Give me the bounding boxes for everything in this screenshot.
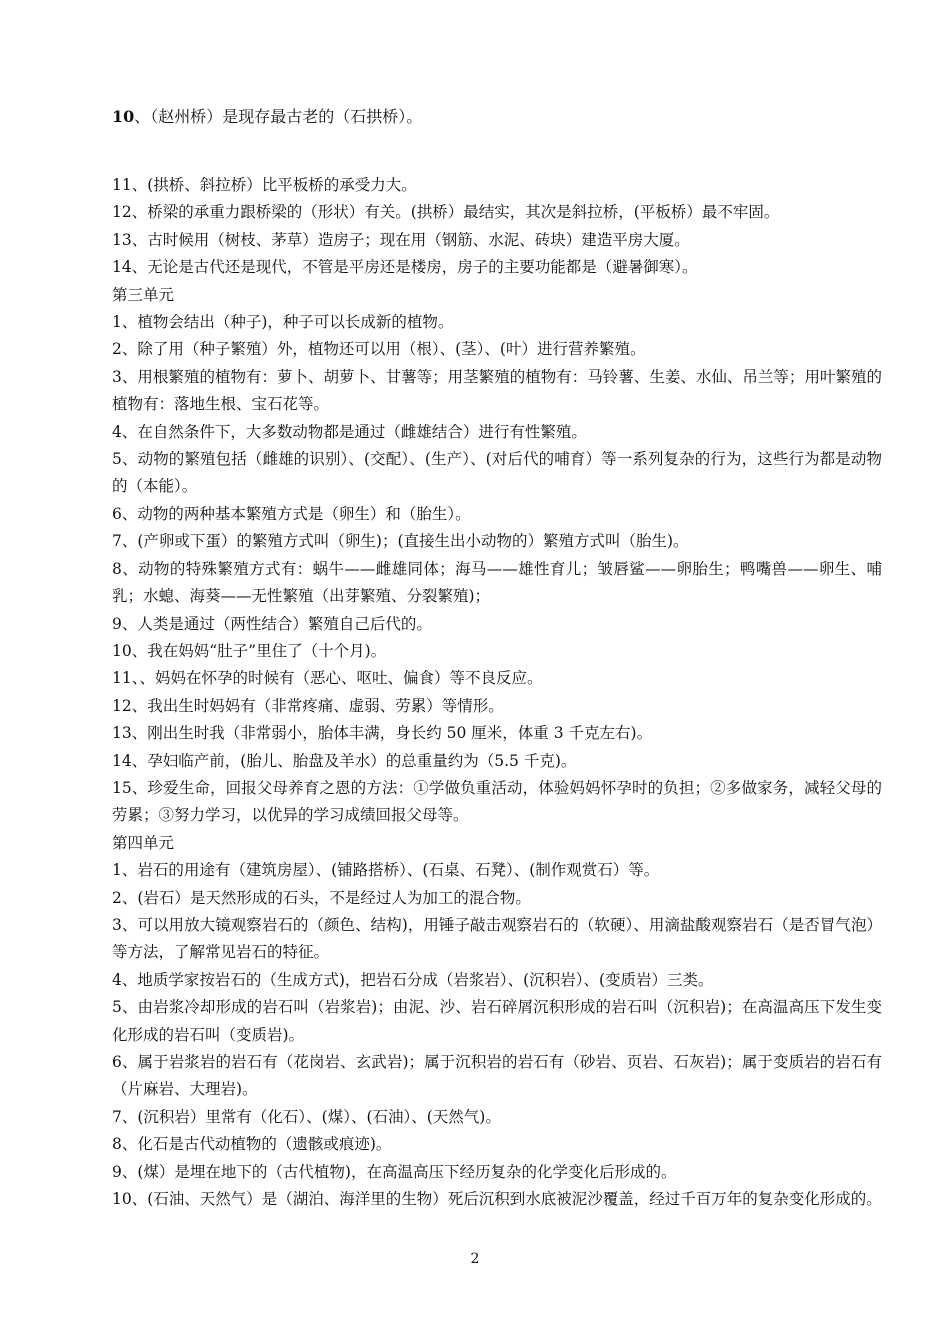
- line-28: 8、化石是古代动植物的（遗骸或痕迹)。: [112, 1135, 392, 1154]
- line-10: 6、动物的两种基本繁殖方式是（卵生）和（胎生）。: [112, 504, 471, 523]
- line-15: 11、、妈妈在怀孕的时候有（恶心、呕吐、偏食）等不良反应。: [112, 669, 543, 688]
- line-19: 15、珍爱生命，回报父母养育之恩的方法：①学做负重活动，体验妈妈怀孕时的负担；②多做家务，减轻父母的劳累；③努力学习，以优异的学习成绩回报父母等。: [112, 778, 882, 825]
- line-24: 4、地质学家按岩石的（生成方式)，把岩石分成（岩浆岩）、(沉积岩）、(变质岩）三类。: [112, 970, 714, 989]
- line-12: 8、动物的特殊繁殖方式有：蜗牛——雌雄同体；海马——雄性育儿；皱唇鲨——卵胎生；鸭嘴兽——卵生、哺乳；水螅、海葵——无性繁殖（出芽繁殖、分裂繁殖)；: [112, 559, 882, 606]
- line-21: 1、岩石的用途有（建筑房屋）、(铺路搭桥）、(石桌、石凳）、(制作观赏石）等。: [112, 861, 660, 880]
- section-heading-unit-4: 第四单元: [112, 833, 175, 852]
- line-9: 5、动物的繁殖包括（雌雄的识别）、(交配）、(生产）、(对后代的哺育）等一系列复杂的行为，这些行为都是动物的（本能）。: [112, 450, 882, 496]
- line-29: 9、(煤）是埋在地下的（古代植物)，在高温高压下经历复杂的化学变化后形成的。: [112, 1162, 677, 1181]
- line-8: 4、在自然条件下，大多数动物都是通过（雌雄结合）进行有性繁殖。: [112, 422, 587, 441]
- line-0: 11、(拱桥、斜拉桥）比平板桥的承受力大。: [112, 176, 417, 194]
- page-number: 2: [470, 1251, 480, 1267]
- line-7: 3、用根繁殖的植物有：萝卜、胡萝卜、甘薯等；用茎繁殖的植物有：马铃薯、生姜、水仙、吊兰等；用叶繁殖的植物有：落地生根、宝石花等。: [112, 367, 882, 414]
- first-line-number: 10: [112, 107, 135, 126]
- line-23: 3、可以用放大镜观察岩石的（颜色、结构)，用锤子敲击观察岩石的（软硬）、用滴盐酸观察岩石（是否冒气泡）等方法，了解常见岩石的特征。: [112, 915, 882, 962]
- line-3: 14、无论是古代还是现代，不管是平房还是楼房，房子的主要功能都是（避暑御寒）。: [112, 258, 698, 277]
- first-line: [112, 104, 882, 130]
- line-17: 13、刚出生时我（非常弱小，胎体丰满，身长约 50 厘米，体重 3 千克左右)。: [112, 724, 653, 743]
- line-25: 5、由岩浆冷却形成的岩石叫（岩浆岩)；由泥、沙、岩石碎屑沉积形成的岩石叫（沉积岩)；在高温高压下发生变化形成的岩石叫（变质岩)。: [112, 998, 882, 1044]
- line-26: 6、属于岩浆岩的岩石有（花岗岩、玄武岩)；属于沉积岩的岩石有（砂岩、页岩、石灰岩)；属于变质岩的岩石有（片麻岩、大理岩)。: [112, 1053, 882, 1099]
- line-16: 12、我出生时妈妈有（非常疼痛、虚弱、劳累）等情形。: [112, 696, 504, 715]
- line-27: 7、(沉积岩）里常有（化石）、(煤）、(石油）、(天然气)。: [112, 1107, 501, 1126]
- line-18: 14、孕妇临产前，(胎儿、胎盘及羊水）的总重量约为（5.5 千克)。: [112, 751, 577, 770]
- line-14: 10、我在妈妈“肚子”里住了（十个月)。: [112, 641, 387, 660]
- line-30: 10、(石油、天然气）是（湖泊、海洋里的生物）死后沉积到水底被泥沙覆盖，经过千百万年的复杂变化形成的。: [112, 1190, 882, 1209]
- line-1: 12、桥梁的承重力跟桥梁的（形状）有关。(拱桥）最结实，其次是斜拉桥，(平板桥）最不牢固。: [112, 203, 780, 222]
- line-5: 1、植物会结出（种子)，种子可以长成新的植物。: [112, 313, 454, 332]
- section-heading-unit-3: 第三单元: [112, 285, 175, 304]
- first-line-text: 、（赵州桥）是现存最古老的（石拱桥）。: [134, 107, 423, 126]
- line-13: 9、人类是通过（两性结合）繁殖自己后代的。: [112, 614, 432, 633]
- line-11: 7、(产卵或下蛋）的繁殖方式叫（卵生)；(直接生出小动物的）繁殖方式叫（胎生)。: [112, 532, 689, 551]
- line-2: 13、古时候用（树枝、茅草）造房子；现在用（钢筋、水泥、砖块）建造平房大厦。: [112, 230, 690, 249]
- body-text: [112, 172, 882, 1213]
- line-22: 2、(岩石）是天然形成的石头，不是经过人为加工的混合物。: [112, 888, 531, 907]
- line-6: 2、除了用（种子繁殖）外，植物还可以用（根）、(茎）、(叶）进行营养繁殖。: [112, 340, 646, 359]
